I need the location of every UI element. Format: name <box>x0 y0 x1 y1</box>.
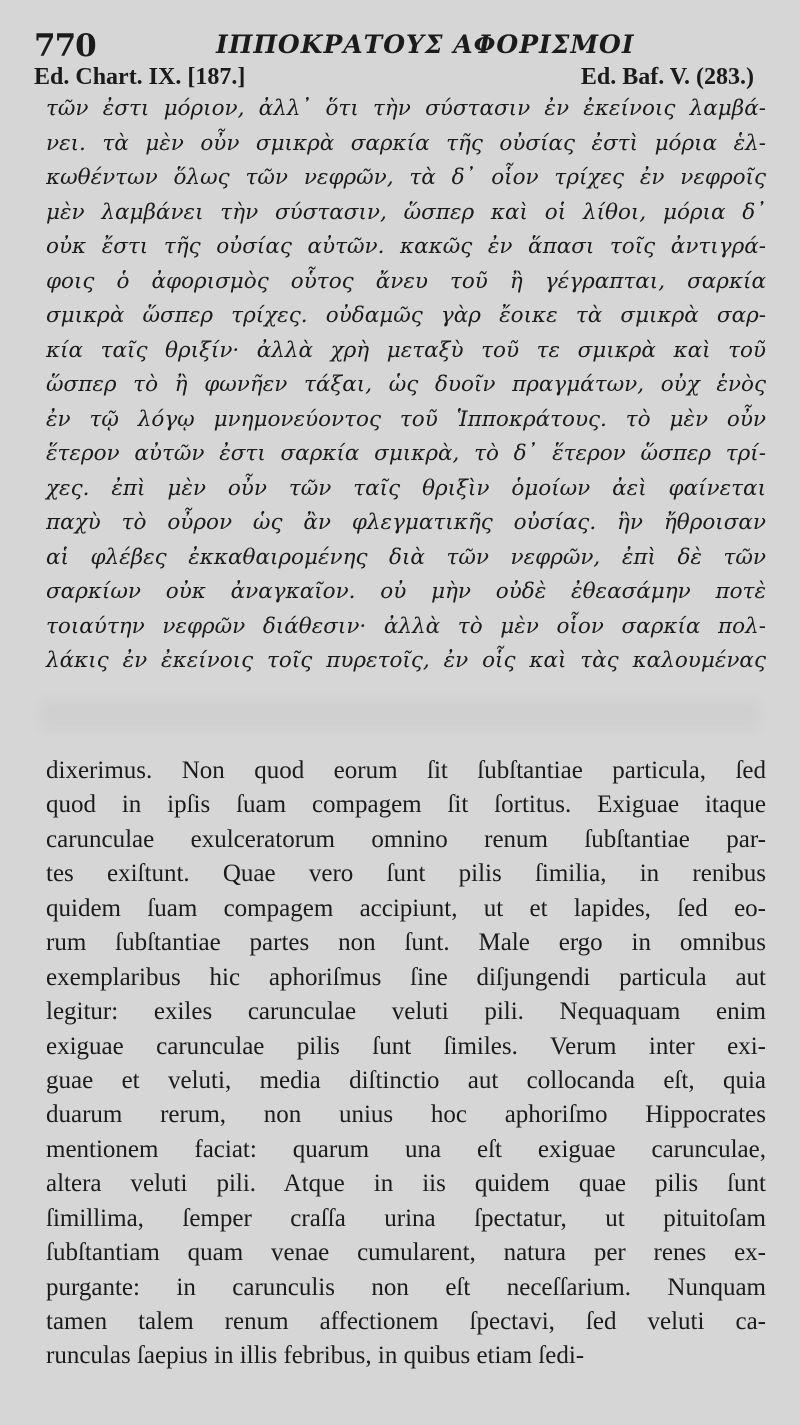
greek-text-block <box>46 92 766 679</box>
latin-line: guae et veluti, media diſtinctio aut collocanda eſt, quia <box>46 1066 766 1094</box>
latin-line: exiguae carunculae pilis ſunt ſimiles. Verum inter exi- <box>46 1032 766 1060</box>
bleed-through-shadow <box>40 700 760 730</box>
latin-line: runculas ſaepius in illis febribus, in quibus etiam ſedi- <box>46 1342 585 1370</box>
greek-line: αἱ φλέβες ἐκκαθαιρομένης διὰ τῶν νεφρῶν, ἐπὶ δὲ τῶν <box>46 544 766 570</box>
latin-line: purgante: in carunculis non eſt neceſſarium. Nunquam <box>46 1273 766 1301</box>
running-title: ΙΠΠΟΚΡΑΤΟΥΣ ΑΦΟΡΙΣΜΟΙ <box>216 30 635 59</box>
greek-line: μὲν λαμβάνει τὴν σύστασιν, ὥσπερ καὶ οἱ λίθοι, μόρια δ᾽ <box>46 199 766 225</box>
greek-line: παχὺ τὸ οὖρον ὡς ἂν φλεγματικῆς οὐσίας. ἣν ἤθροισαν <box>46 510 766 535</box>
latin-line: carunculae exulceratorum omnino renum ſubſtantiae par- <box>46 825 766 853</box>
latin-line: exemplaribus hic aphoriſmus ſine diſjungendi particula aut <box>46 963 766 991</box>
page-header <box>34 22 774 62</box>
latin-line: duarum rerum, non unius hoc aphoriſmo Hippocrates <box>46 1101 766 1129</box>
greek-line: νει. τὰ μὲν οὖν σμικρὰ σαρκία τῆς οὐσίας ἐστὶ μόρια ἑλ- <box>46 130 766 156</box>
latin-text-block <box>46 754 766 1374</box>
latin-line: tamen talem renum affectionem ſpectavi, ſed veluti ca- <box>46 1308 766 1335</box>
greek-line: κία ταῖς θριξίν· ἀλλὰ χρὴ μεταξὺ τοῦ τε σμικρὰ καὶ τοῦ <box>46 337 766 363</box>
latin-line: altera veluti pili. Atque in iis quidem quae pilis ſunt <box>46 1170 766 1198</box>
latin-line: legitur: exiles carunculae veluti pili. Nequaquam enim <box>46 998 766 1026</box>
page-number: 770 <box>34 28 96 64</box>
greek-line: λάκις ἐν ἐκείνοις τοῖς πυρετοῖς, ἐν οἷς καὶ τὰς καλουμένας <box>46 648 766 673</box>
latin-line: tes exiſtunt. Quae vero ſunt pilis ſimilia, in renibus <box>46 860 766 888</box>
greek-line: ἐν τῷ λόγῳ μνημονεύοντος τοῦ Ἱπποκράτους. τὸ μὲν οὖν <box>46 406 766 432</box>
latin-line: quod in ipſis ſuam compagem ſit ſortitus. Exiguae itaque <box>46 791 766 819</box>
latin-line: dixerimus. Non quod eorum ſit ſubſtantiae particula, ſed <box>46 757 766 784</box>
edition-reference-basel: Ed. Baf. V. (283.) <box>580 64 754 90</box>
greek-line: ἕτερον αὐτῶν ἐστι σαρκία σμικρὰ, τὸ δ᾽ ἕτερον ὥσπερ τρί- <box>46 441 766 466</box>
edition-reference-chartier: Ed. Chart. IX. [187.] <box>34 64 246 90</box>
greek-line: ὥσπερ τὸ ἢ φωνῆεν τάξαι, ὡς δυοῖν πραγμάτων, οὐχ ἑνὸς <box>46 372 766 397</box>
greek-line: κωθέντων ὅλως τῶν νεφρῶν, τὰ δ᾽ οἷον τρίχες ἐν νεφροῖς <box>46 165 766 190</box>
latin-line: ſimillima, ſemper craſſa urina ſpectatur, ut pituitoſam <box>46 1204 766 1232</box>
greek-line: τοιαύτην νεφρῶν διάθεσιν· ἀλλὰ τὸ μὲν οἷον σαρκία πολ- <box>46 613 766 639</box>
latin-line: ſubſtantiam quam venae cumularent, natura per renes ex- <box>46 1239 766 1267</box>
latin-line: quidem ſuam compagem accipiunt, ut et lapides, ſed eo- <box>46 894 766 922</box>
greek-line: σαρκίων οὐκ ἀναγκαῖον. οὐ μὴν οὐδὲ ἐθεασάμην ποτὲ <box>46 579 766 604</box>
latin-line: rum ſubſtantiae partes non ſunt. Male ergo in omnibus <box>46 929 766 957</box>
greek-line: φοις ὁ ἀφορισμὸς οὗτος ἄνευ τοῦ ἢ γέγραπται, σαρκία <box>46 268 766 294</box>
greek-line: οὐκ ἔστι τῆς οὐσίας αὐτῶν. κακῶς ἐν ἅπασι τοῖς ἀντιγρά- <box>46 234 766 259</box>
greek-line: χες. ἐπὶ μὲν οὖν τῶν ταῖς θριξὶν ὁμοίων ἀεὶ φαίνεται <box>46 475 766 501</box>
greek-line: σμικρὰ ὥσπερ τρίχες. οὐδαμῶς γὰρ ἔοικε τὰ σμικρὰ σαρ- <box>46 303 766 328</box>
latin-line: mentionem faciat: quarum una eſt exiguae carunculae, <box>46 1135 766 1163</box>
greek-line: τῶν ἐστι μόριον, ἀλλ᾽ ὅτι τὴν σύστασιν ἐν ἐκείνοις λαμβά- <box>46 96 766 121</box>
edition-reference-row <box>34 64 754 94</box>
